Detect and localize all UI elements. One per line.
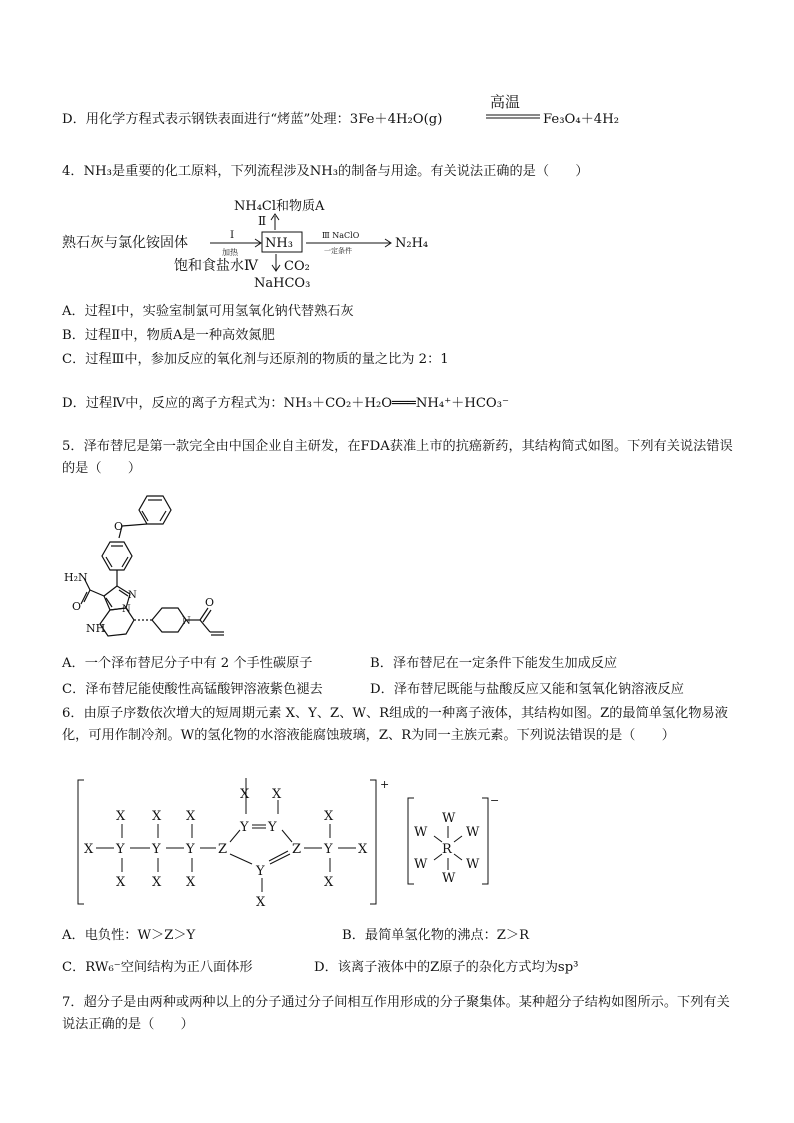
flow-center: NH₃ — [265, 236, 293, 251]
flow-step3-cond: 一定条件 — [324, 247, 352, 255]
atom-w: W — [466, 857, 480, 872]
q5-option-c: C．泽布替尼能使酸性高锰酸钾溶液紫色褪去 — [62, 682, 323, 697]
label-h2n: H₂N — [64, 571, 88, 584]
atom-x: X — [324, 809, 334, 824]
label-o-acryl: O — [205, 596, 215, 609]
flow-top-text: NH₄Cl和物质A — [234, 199, 325, 214]
flow-top-step: Ⅱ — [258, 214, 267, 228]
q4-option-c: C．过程Ⅲ中，参加反应的氧化剂与还原剂的物质的量之比为 2：1 — [62, 352, 449, 367]
label-o-amide: O — [72, 600, 82, 613]
flow-step3: Ⅲ NaClO — [322, 231, 360, 240]
atom-y: Y — [324, 842, 333, 857]
q4-stem: 4．NH₃是重要的化工原料，下列流程涉及NH₃的制备与用途。有关说法正确的是（ ） — [62, 164, 589, 179]
q4-option-b: B．过程Ⅱ中，物质A是一种高效氮肥 — [62, 328, 275, 343]
atom-y: Y — [152, 842, 161, 857]
q6-stem: 6．由原子序数依次增大的短周期元素 X、Y、Z、W、R组成的一种离子液体，其结构如图。Z的最简单氢化物易液化，可用作制冷剂。W的氢化物的水溶液能腐蚀玻璃，Z、R为同一主族元素。下列说法错误的是（ ） — [62, 706, 728, 743]
cation-charge: + — [380, 778, 390, 791]
flow-bottom: NaHCO₃ — [254, 276, 311, 291]
label-nh: NH — [86, 622, 106, 635]
flow-product: N₂H₄ — [395, 236, 429, 251]
q5-option-d: D．泽布替尼既能与盐酸反应又能和氢氧化钠溶液反应 — [370, 682, 684, 697]
label-n-pyrazole-1: N — [128, 590, 137, 601]
q5-option-a: A．一个泽布替尼分子中有 2 个手性碳原子 — [62, 656, 313, 671]
atom-x: X — [152, 809, 162, 824]
atom-x: X — [186, 875, 196, 890]
atom-w: W — [414, 825, 428, 840]
atom-y: Y — [268, 820, 277, 835]
atom-x: X — [186, 809, 196, 824]
atom-y: Y — [116, 842, 125, 857]
atom-y: Y — [186, 842, 195, 857]
q3-option-d — [62, 108, 442, 127]
q6-option-d: D．该离子液体中的Z原子的杂化方式均为sp³ — [314, 960, 579, 975]
atom-x: X — [324, 875, 334, 890]
atom-z: Z — [292, 842, 302, 857]
atom-x: X — [240, 787, 250, 802]
flow-step1: Ⅰ — [230, 229, 235, 241]
atom-x: X — [116, 809, 126, 824]
q4-flow-diagram — [62, 192, 482, 292]
atom-w: W — [414, 857, 428, 872]
q6-option-a: A．电负性：W＞Z＞Y — [62, 928, 196, 943]
atom-w: W — [442, 811, 456, 826]
atom-x: X — [152, 875, 162, 890]
flow-bottom-left: 饱和食盐水Ⅳ — [174, 258, 258, 274]
atom-w: W — [466, 825, 480, 840]
q3-equation-arrow — [486, 90, 546, 126]
atom-z: Z — [218, 842, 228, 857]
q3-products: Fe₃O₄＋4H₂ — [543, 112, 619, 127]
anion-charge: − — [490, 794, 500, 807]
atom-r: R — [442, 842, 452, 857]
q5-stem: 5．泽布替尼是第一款完全由中国企业自主研发，在FDA获准上市的抗癌新药，其结构简式如图。下列有关说法错误的是（ ） — [62, 439, 733, 476]
q3-option-d-text: D．用化学方程式表示钢铁表面进行“烤蓝”处理：3Fe＋4H₂O(g) — [62, 112, 443, 127]
label-n-piperidine: N — [182, 616, 191, 627]
q5-option-b: B．泽布替尼在一定条件下能发生加成反应 — [370, 656, 618, 671]
flow-start: 熟石灰与氯化铵固体 — [62, 235, 188, 251]
atom-x: X — [272, 787, 282, 802]
q3-condition: 高温 — [490, 93, 521, 111]
q4-option-d: D．过程Ⅳ中，反应的离子方程式为：NH₃＋CO₂＋H₂O═══NH₄⁺＋HCO₃⁻ — [62, 396, 509, 411]
q6-ion-structure — [62, 778, 702, 908]
q6-option-c: C．RW₆⁻空间结构为正八面体形 — [62, 960, 253, 975]
flow-step1-cond: 加热 — [222, 248, 238, 257]
atom-y: Y — [256, 864, 265, 879]
atom-x: X — [84, 842, 94, 857]
label-o-ether: O — [114, 520, 124, 533]
atom-y: Y — [240, 820, 249, 835]
flow-bottom-reagent: CO₂ — [284, 259, 310, 274]
q5-structure-diagram — [62, 486, 262, 646]
atom-x: X — [358, 842, 368, 857]
atom-x: X — [256, 895, 266, 910]
atom-w: W — [442, 871, 456, 886]
q4-option-a: A．过程Ⅰ中，实验室制氯可用氢氧化钠代替熟石灰 — [62, 304, 354, 319]
atom-x: X — [116, 875, 126, 890]
label-n-pyrazole-2: N — [122, 604, 131, 615]
q7-stem: 7．超分子是由两种或两种以上的分子通过分子间相互作用形成的分子聚集体。某种超分子结构如图所示。下列有关说法正确的是（ ） — [62, 995, 730, 1032]
q6-option-b: B．最简单氢化物的沸点：Z＞R — [342, 928, 530, 943]
